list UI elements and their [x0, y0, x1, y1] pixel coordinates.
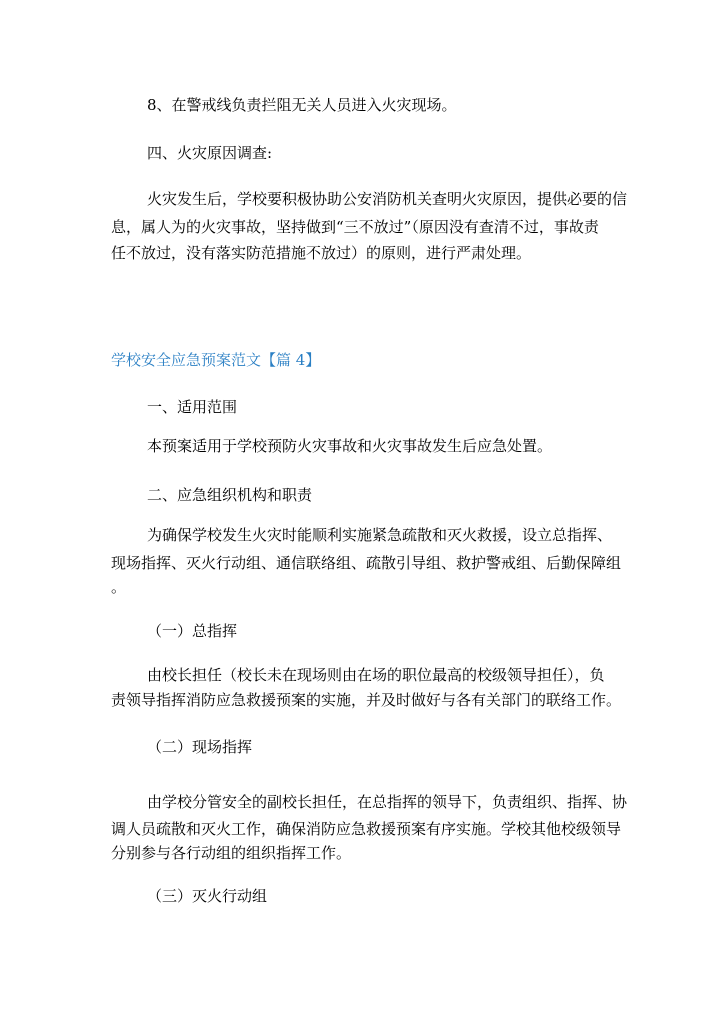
paragraph-line: 由校长担任（校长未在现场则由在场的职位最高的校级领导担任），负 [147, 666, 605, 684]
subsection-2-heading: （二）现场指挥 [147, 738, 253, 756]
paragraph-line: 由学校分管安全的副校长担任，在总指挥的领导下，负责组织、指挥、协 [147, 793, 628, 811]
paragraph-line: 火灾发生后，学校要积极协助公安消防机关查明火灾原因，提供必要的信 [147, 190, 628, 208]
paragraph-line: 本预案适用于学校预防火灾事故和火灾事故发生后应急处置。 [147, 437, 553, 455]
paragraph-line: 分别参与各行动组的组织指挥工作。 [111, 844, 352, 862]
paragraph-line: 息，属人为的火灾事故，坚持做到“三不放过”（原因没有查清不过，事故责 [111, 218, 599, 236]
paragraph-line: 责领导指挥消防应急救援预案的实施，并及时做好与各有关部门的联络工作。 [111, 691, 622, 709]
section-1-heading: 一、适用范围 [147, 398, 238, 416]
paragraph-line: 现场指挥、灭火行动组、通信联络组、疏散引导组、救护警戒组、后勤保障组 [111, 554, 622, 572]
section-4-heading: 四、火灾原因调查: [147, 144, 273, 162]
paragraph-line: 。 [111, 578, 127, 596]
article-heading: 学校安全应急预案范文【篇 4】 [111, 351, 321, 369]
section-2-heading: 二、应急组织机构和职责 [147, 486, 313, 504]
paragraph-line: 为确保学校发生火灾时能顺利实施紧急疏散和灭火救援，设立总指挥、 [147, 526, 613, 544]
subsection-1-heading: （一）总指挥 [147, 622, 238, 640]
paragraph-line: 任不放过，没有落实防范措施不放过）的原则，进行严肃处理。 [111, 244, 532, 262]
paragraph-line: 调人员疏散和灭火工作，确保消防应急救援预案有序实施。学校其他校级领导 [111, 820, 622, 838]
item-8-line: 8、在警戒线负责拦阻无关人员进入火灾现场。 [147, 96, 457, 114]
subsection-3-heading: （三）灭火行动组 [147, 887, 268, 905]
